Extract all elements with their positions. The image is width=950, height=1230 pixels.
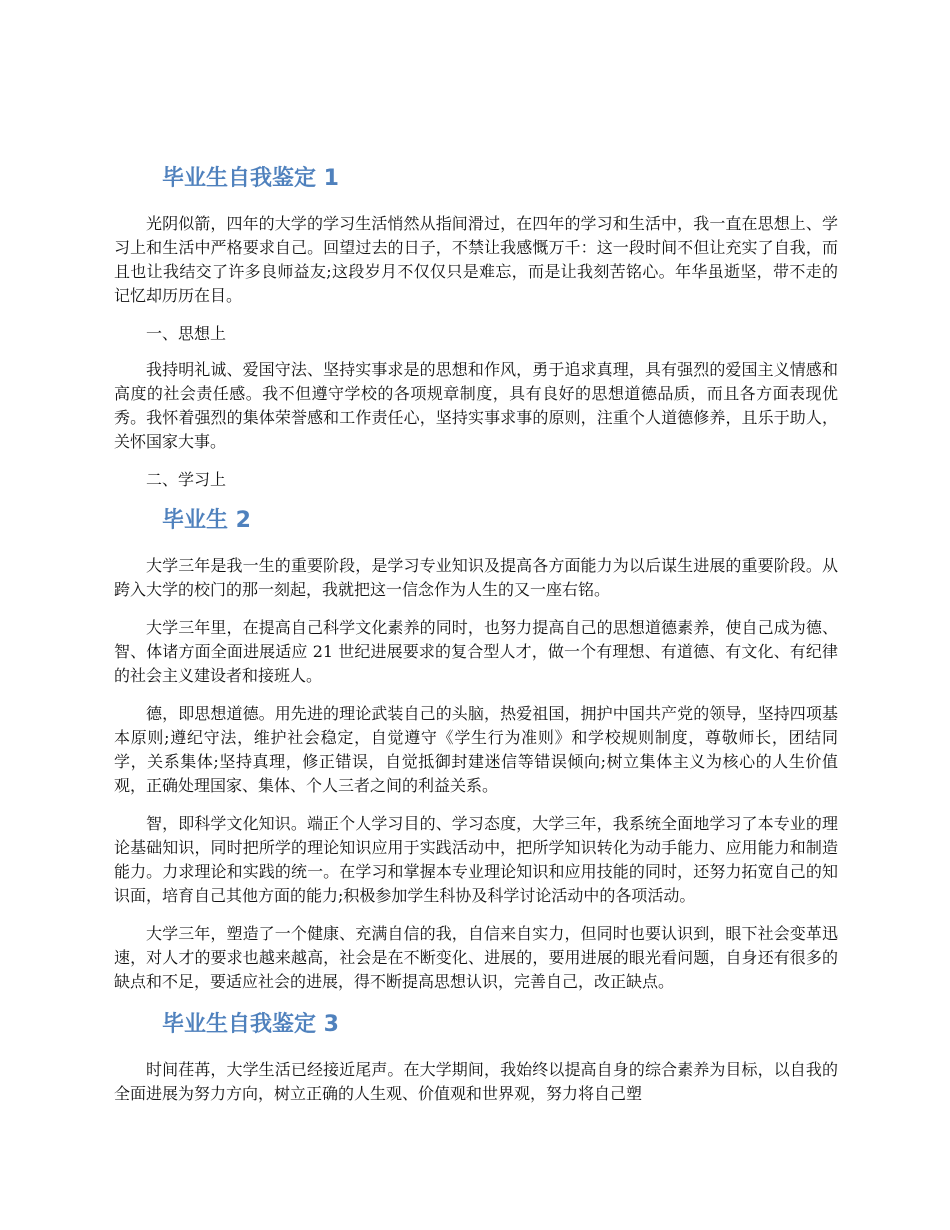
section-2-paragraph-2: 大学三年里，在提高自己科学文化素养的同时，也努力提高自己的思想道德素养，使自己成为德、智、体诸方面全面进展适应 21 世纪进展要求的复合型人才，做一个有理想、有道德、有文化、有纪律的社会主义建设者和接班人。 (114, 618, 838, 685)
section-2-paragraph-5: 大学三年，塑造了一个健康、充满自信的我，自信来自实力，但同时也要认识到，眼下社会变革迅速，对人才的要求也越来越高，社会是在不断变化、进展的，要用进展的眼光看问题，自身还有很多的缺点和不足，要适应社会的进展，得不断提高思想认识，完善自己，改正缺点。 (114, 924, 838, 991)
section-1-paragraph-1: 光阴似箭，四年的大学的学习生活悄然从指间滑过，在四年的学习和生活中，我一直在思想上、学习上和生活中严格要求自己。回望过去的日子，不禁让我感慨万千：这一段时间不但让充实了自我，而且也让我结交了许多良师益友;这段岁月不仅仅只是难忘，而是让我刻苦铭心。年华虽逝坚，带不走的记忆却历历在目。 (114, 214, 838, 305)
section-2-title: 毕业生 2 (162, 508, 251, 533)
section-3-paragraph-1: 时间荏苒，大学生活已经接近尾声。在大学期间，我始终以提高自身的综合素养为目标，以自我的全面进展为努力方向，树立正确的人生观、价值观和世界观，努力将自己塑 (114, 1060, 838, 1103)
section-2-paragraph-1: 大学三年是我一生的重要阶段，是学习专业知识及提高各方面能力为以后谋生进展的重要阶段。从跨入大学的校门的那一刻起，我就把这一信念作为人生的又一座右铭。 (114, 556, 838, 599)
section-3-title: 毕业生自我鉴定 3 (162, 1012, 339, 1037)
section-1-subheading-study: 二、学习上 (146, 470, 227, 489)
section-2-paragraph-4: 智，即科学文化知识。端正个人学习目的、学习态度，大学三年，我系统全面地学习了本专业的理论基础知识，同时把所学的理论知识应用于实践活动中，把所学知识转化为动手能力、应用能力和制造能力。力求理论和实践的统一。在学习和掌握本专业理论知识和应用技能的同时，还努力拓宽自己的知识面，培育自己其他方面的能力;积极参加学生科协及科学讨论活动中的各项活动。 (114, 814, 838, 905)
document-content (114, 162, 838, 1120)
section-1-title: 毕业生自我鉴定 1 (162, 166, 339, 191)
section-1-subheading-thought: 一、思想上 (146, 324, 227, 343)
section-1-paragraph-2: 我持明礼诚、爱国守法、坚持实事求是的思想和作风，勇于追求真理，具有强烈的爱国主义情感和高度的社会责任感。我不但遵守学校的各项规章制度，具有良好的思想道德品质，而且各方面表现优秀。我怀着强烈的集体荣誉感和工作责任心，坚持实事求事的原则，注重个人道德修养，且乐于助人，关怀国家大事。 (114, 360, 838, 451)
section-2-paragraph-3: 德，即思想道德。用先进的理论武装自己的头脑，热爱祖国，拥护中国共产党的领导，坚持四项基本原则;遵纪守法，维护社会稳定，自觉遵守《学生行为准则》和学校规则制度，尊敬师长，团结同学，关系集体;坚持真理，修正错误，自觉抵御封建迷信等错误倾向;树立集体主义为核心的人生价值观，正确处理国家、集体、个人三者之间的利益关系。 (114, 704, 838, 795)
